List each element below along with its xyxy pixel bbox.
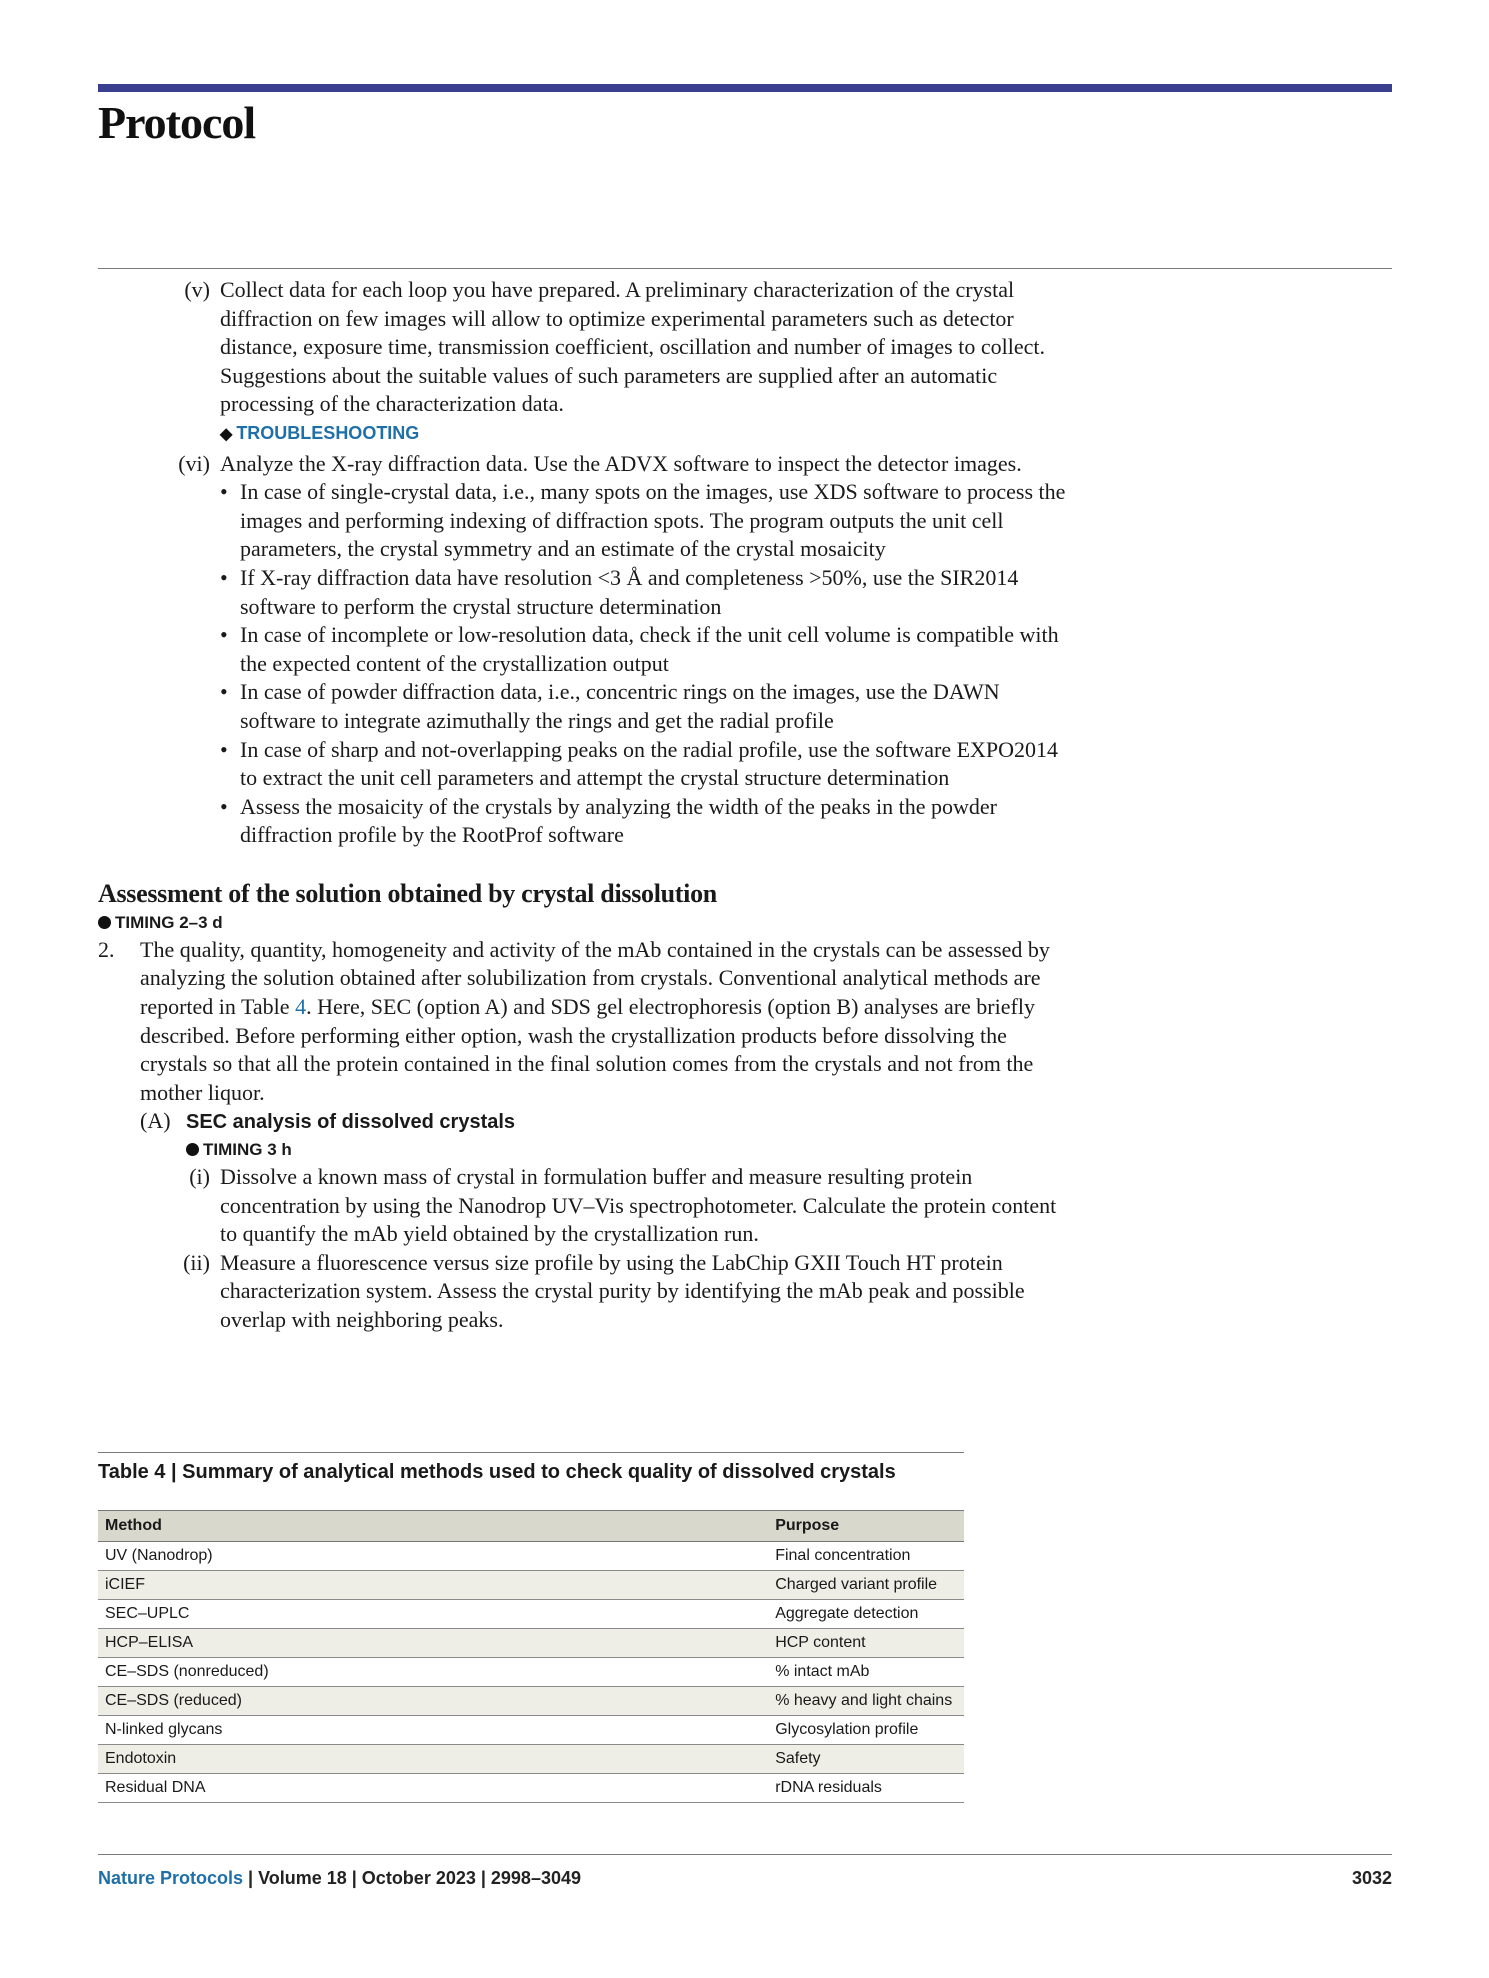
subsection-heading: Assessment of the solution obtained by crystal dissolution: [98, 878, 717, 908]
header-divider: [98, 268, 1392, 269]
purpose-cell: Final concentration: [768, 1542, 964, 1571]
purpose-cell: % heavy and light chains: [768, 1687, 964, 1716]
method-cell: Residual DNA: [98, 1774, 768, 1803]
step-number: 2.: [98, 936, 115, 962]
option-title: SEC analysis of dissolved crystals: [186, 1111, 516, 1134]
table-row: [98, 1774, 964, 1803]
method-cell: Endotoxin: [98, 1745, 768, 1774]
bullet-icon: •: [220, 479, 228, 505]
purpose-cell: % intact mAb: [768, 1658, 964, 1687]
purpose-cell: rDNA residuals: [768, 1774, 964, 1803]
troubleshooting-label: TROUBLESHOOTING: [236, 422, 420, 443]
substep-number: (i): [189, 1164, 210, 1190]
method-cell: SEC–UPLC: [98, 1600, 768, 1629]
option-timing: [98, 1137, 1078, 1163]
table-reference-link[interactable]: 4: [295, 994, 307, 1020]
column-header-purpose: Purpose: [768, 1511, 964, 1542]
purpose-cell: HCP content: [768, 1629, 964, 1658]
substep-vi: [98, 450, 1078, 850]
list-item-text: In case of powder diffraction data, i.e., concentric rings on the images, use the DAWN software to integrate azimuthally the rings and get the radial profile: [240, 679, 1000, 733]
timing-dot-icon: [98, 916, 111, 929]
list-item: [220, 621, 1078, 678]
list-item: [220, 736, 1078, 793]
bullet-icon: •: [220, 736, 228, 762]
footer-divider: [98, 1854, 1392, 1855]
purpose-cell: Aggregate detection: [768, 1600, 964, 1629]
substep-number: (vi): [178, 450, 210, 476]
step-text-part1: The quality, quantity, homogeneity and activity of the mAb contained in the crystals can be assessed by analyzing the solution obtained after solubilization from crystals. Conventional analytical methods are reported in Table: [140, 936, 1050, 1020]
purpose-cell: Charged variant profile: [768, 1571, 964, 1600]
bullet-icon: •: [220, 793, 228, 819]
list-item: [220, 678, 1078, 735]
page-number: 3032: [1351, 1868, 1392, 1888]
list-item-text: In case of sharp and not-overlapping peaks on the radial profile, use the software EXPO2014 to extract the unit cell parameters and attempt the crystal structure determination: [240, 736, 1059, 791]
list-item: [220, 564, 1078, 621]
table-row: [98, 1716, 964, 1745]
table-row: [98, 1542, 964, 1571]
substep-text: Collect data for each loop you have prepared. A preliminary characterization of the crystal diffraction on few images will allow to optimize experimental parameters such as detector distance, exposure time, transmission coefficient, oscillation and number of images to collect. Suggestions about the suitable values of such parameters are supplied after an automatic processing of the characterization data.: [220, 277, 1045, 417]
list-item-text: Assess the mosaicity of the crystals by analyzing the width of the peaks in the powder diffraction profile by the RootProf software: [240, 793, 997, 848]
method-cell: N-linked glycans: [98, 1716, 768, 1745]
column-header-method: Method: [98, 1511, 768, 1542]
timing-text: TIMING 3 h: [203, 1140, 292, 1160]
bullet-icon: •: [220, 622, 228, 648]
timing-text: TIMING 2–3 d: [115, 912, 223, 932]
timing-dot-icon: [186, 1143, 199, 1156]
table-row: [98, 1745, 964, 1774]
journal-name-link[interactable]: Nature Protocols: [98, 1868, 244, 1888]
method-cell: UV (Nanodrop): [98, 1542, 768, 1571]
table-row: [98, 1600, 964, 1629]
table-row: [98, 1658, 964, 1687]
substep-number: (ii): [183, 1249, 210, 1275]
option-number: (A): [140, 1108, 171, 1134]
substep-number: (v): [184, 277, 210, 302]
list-item: [220, 793, 1078, 850]
diamond-icon: ◆: [220, 425, 233, 443]
option-a-substep-ii: [98, 1249, 1078, 1335]
troubleshooting-link[interactable]: [220, 419, 1078, 450]
issue-info: | Volume 18 | October 2023 | 2998–3049: [243, 1868, 581, 1888]
method-cell: CE–SDS (reduced): [98, 1687, 768, 1716]
timing-label: [98, 910, 1078, 936]
purpose-cell: Glycosylation profile: [768, 1716, 964, 1745]
table-header-row: [98, 1511, 964, 1542]
table-row: [98, 1629, 964, 1658]
option-a-substep-i: [98, 1163, 1078, 1249]
option-a: [98, 1107, 1078, 1137]
page-footer: [98, 1868, 1392, 1889]
substep-text: Measure a fluorescence versus size profile by using the LabChip GXII Touch HT protein characterization system. Assess the crystal purity by identifying the mAb peak and possible overlap with neighboring peaks.: [220, 1249, 1025, 1332]
section-title: Protocol: [98, 97, 256, 148]
methods-table: [98, 1510, 964, 1803]
substep-text: Dissolve a known mass of crystal in formulation buffer and measure resulting protein concentration by using the Nanodrop UV–Vis spectrophotometer. Calculate the protein content to quantify the mAb yield obtained by the crystallization run.: [220, 1164, 1057, 1247]
method-cell: iCIEF: [98, 1571, 768, 1600]
table-row: [98, 1687, 964, 1716]
header-accent-bar: [98, 84, 1392, 92]
table-4: [98, 1452, 964, 1803]
method-cell: CE–SDS (nonreduced): [98, 1658, 768, 1687]
list-item-text: In case of single-crystal data, i.e., many spots on the images, use XDS software to process the images and performing indexing of diffraction spots. The program outputs the unit cell parameters, the crystal symmetry and an estimate of the crystal mosaicity: [240, 479, 1066, 562]
table-row: [98, 1571, 964, 1600]
list-item-text: If X-ray diffraction data have resolution <3 Å and completeness >50%, use the SIR2014 software to perform the crystal structure determination: [240, 564, 1019, 619]
substep-v: [98, 276, 1078, 450]
step-text-part2: . Here, SEC (option A) and SDS gel electrophoresis (option B) analyses are briefly described. Before performing either option, wash the crystallization products before dissolving the crystals so that all the protein contained in the final solution comes from the crystals and not from the mother liquor.: [140, 994, 1035, 1105]
substep-text: Analyze the X-ray diffraction data. Use the ADVX software to inspect the detector images.: [220, 450, 1022, 476]
method-cell: HCP–ELISA: [98, 1629, 768, 1658]
bullet-icon: •: [220, 679, 228, 705]
main-text: [98, 276, 1078, 1335]
table-title: Table 4 | Summary of analytical methods used to check quality of dissolved crystals: [98, 1452, 964, 1503]
purpose-cell: Safety: [768, 1745, 964, 1774]
step-2: [98, 936, 1078, 1108]
bullet-list: [220, 478, 1078, 850]
bullet-icon: •: [220, 564, 228, 590]
list-item: [220, 478, 1078, 564]
list-item-text: In case of incomplete or low-resolution data, check if the unit cell volume is compatible with the expected content of the crystallization output: [240, 622, 1059, 676]
